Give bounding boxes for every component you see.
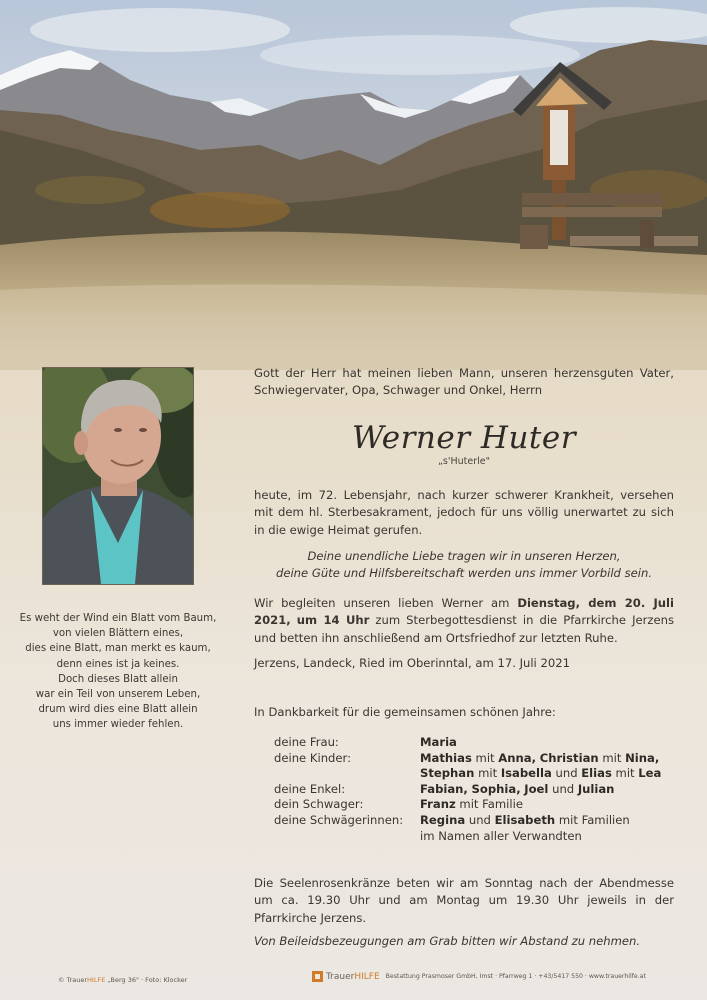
trauerhilfe-logo-icon [312,971,323,982]
person-name: Lea [638,766,662,781]
family-names [420,751,659,767]
brand-part: HILFE [354,971,380,982]
person-name: Isabella [500,766,552,781]
connector: mit [475,750,495,765]
thanks-text: In Dankbarkeit für die gemeinsamen schönen Jahre: [254,705,556,719]
condolence-text: Von Beileidsbezeugungen am Grab bitten wir Abstand zu nehmen. [254,934,641,948]
connector: mit [615,766,635,781]
funeral-date: Dienstag, dem 20. Juli 2021, [254,596,674,628]
family-row [274,766,694,782]
funeral-post: zum Sterbegottesdienst in die Pfarrkirche Jerzens und betten ihn anschließend am Ortsfriedhof zur letzten Ruhe. [254,613,674,645]
person-name: Maria [420,735,457,749]
relation-label: deine Schwägerinnen: [274,812,404,827]
poem-line: uns immer wieder fehlen. [52,719,184,731]
person-name: Christian [539,750,599,765]
family-row [274,735,694,751]
funeral-pre: Wir begleiten unseren lieben Werner am [254,596,518,610]
person-name: Franz [420,797,456,812]
relation-label: deine Enkel: [274,781,346,796]
family-names [420,813,630,829]
connector: mit [602,750,622,765]
rosary-text: Die Seelenrosenkränze beten wir am Sonntag nach der Abendmesse um ca. 19.30 Uhr und am Montag um 19.30 Uhr jeweils in der Pfarrkirche Jerzens. [254,876,674,925]
brand-name [326,972,380,982]
family-names [420,766,661,782]
family-row [274,782,694,798]
person-name: Stephan [420,766,475,781]
mountain-landscape-image [0,0,707,370]
poem-line: denn eines ist ja keines. [56,658,180,670]
person-name: Elias [581,766,612,781]
credit-text: „Berg 36" · Foto: Klocker [105,976,188,984]
family-row [274,797,694,813]
poem-line: war ein Teil von unserem Leben, [35,689,201,701]
family-names [420,782,614,798]
connector: und [555,766,578,781]
credit-brand: HILFE [87,976,106,984]
person-name: Anna [498,750,532,765]
relation-label: deine Kinder: [274,750,352,765]
person-name: Sophia [471,781,517,796]
family-names [420,735,457,751]
connector: mit [478,766,498,781]
deceased-name: Werner Huter [351,420,577,456]
connector: und [552,781,575,796]
poem-line: drum wird dies eine Blatt allein [38,704,198,716]
family-list [274,735,694,844]
separator: , [516,781,521,796]
relatives-text: im Namen aller Verwandten [420,828,582,843]
poem-line: Es weht der Wind ein Blatt vom Baum, [19,613,217,624]
photo-credit [58,976,187,984]
memorial-quote [254,548,674,583]
credit-text: © Trauer [58,976,88,984]
poem [10,611,226,733]
connector: mit Familie [459,797,523,812]
poem-line: dies eine Blatt, man merkt es kaum, [25,643,211,655]
connector: und [468,812,491,827]
company-info: Bestattung Prasmoser GmbH, Imst · Pfarrweg 1 · +43/5417 550 · www.trauerhilfe.at [385,973,646,980]
place-date: Jerzens, Landeck, Ried im Oberinntal, am 17. Juli 2021 [254,656,570,670]
separator: , [531,750,537,765]
separator: , [654,750,660,765]
footer-brand [312,971,646,982]
relation-label: deine Frau: [274,735,339,749]
intro-text: Gott der Herr hat meinen lieben Mann, unseren herzensguten Vater, Schwiegervater, Opa, Schwager und Onkel, Herrn [254,366,674,398]
poem-line: von vielen Blättern eines, [52,628,184,640]
quote-line: Deine unendliche Liebe tragen wir in unseren Herzen, [307,549,621,563]
family-row [274,813,694,829]
person-name: Regina [420,812,466,827]
portrait-photo [42,367,194,585]
relation-label: dein Schwager: [274,797,364,812]
death-text: heute, im 72. Lebensjahr, nach kurzer schwerer Krankheit, versehen mit dem hl. Sterbesakrament, jedoch für uns völlig unerwartet zu sich in die ewige Heimat gerufen. [254,488,674,537]
brand-part: Trauer [326,971,355,982]
family-row [274,751,694,767]
person-name: Fabian [420,781,464,796]
deceased-nickname: „s'Huterle" [438,456,490,467]
poem-line: Doch dieses Blatt allein [58,673,178,685]
family-names [420,797,523,813]
person-name: Elisabeth [494,812,556,827]
funeral-text [254,595,674,647]
person-name: Nina [625,750,655,765]
person-name: Joel [524,781,549,796]
connector: mit Familien [558,812,630,827]
person-name: Mathias [420,750,472,765]
funeral-time: um 14 Uhr [296,613,370,628]
family-names [420,829,582,845]
separator: , [463,781,468,796]
family-row [274,829,694,845]
quote-line: deine Güte und Hilfsbereitschaft werden uns immer Vorbild sein. [275,566,653,581]
person-name: Julian [577,781,615,796]
